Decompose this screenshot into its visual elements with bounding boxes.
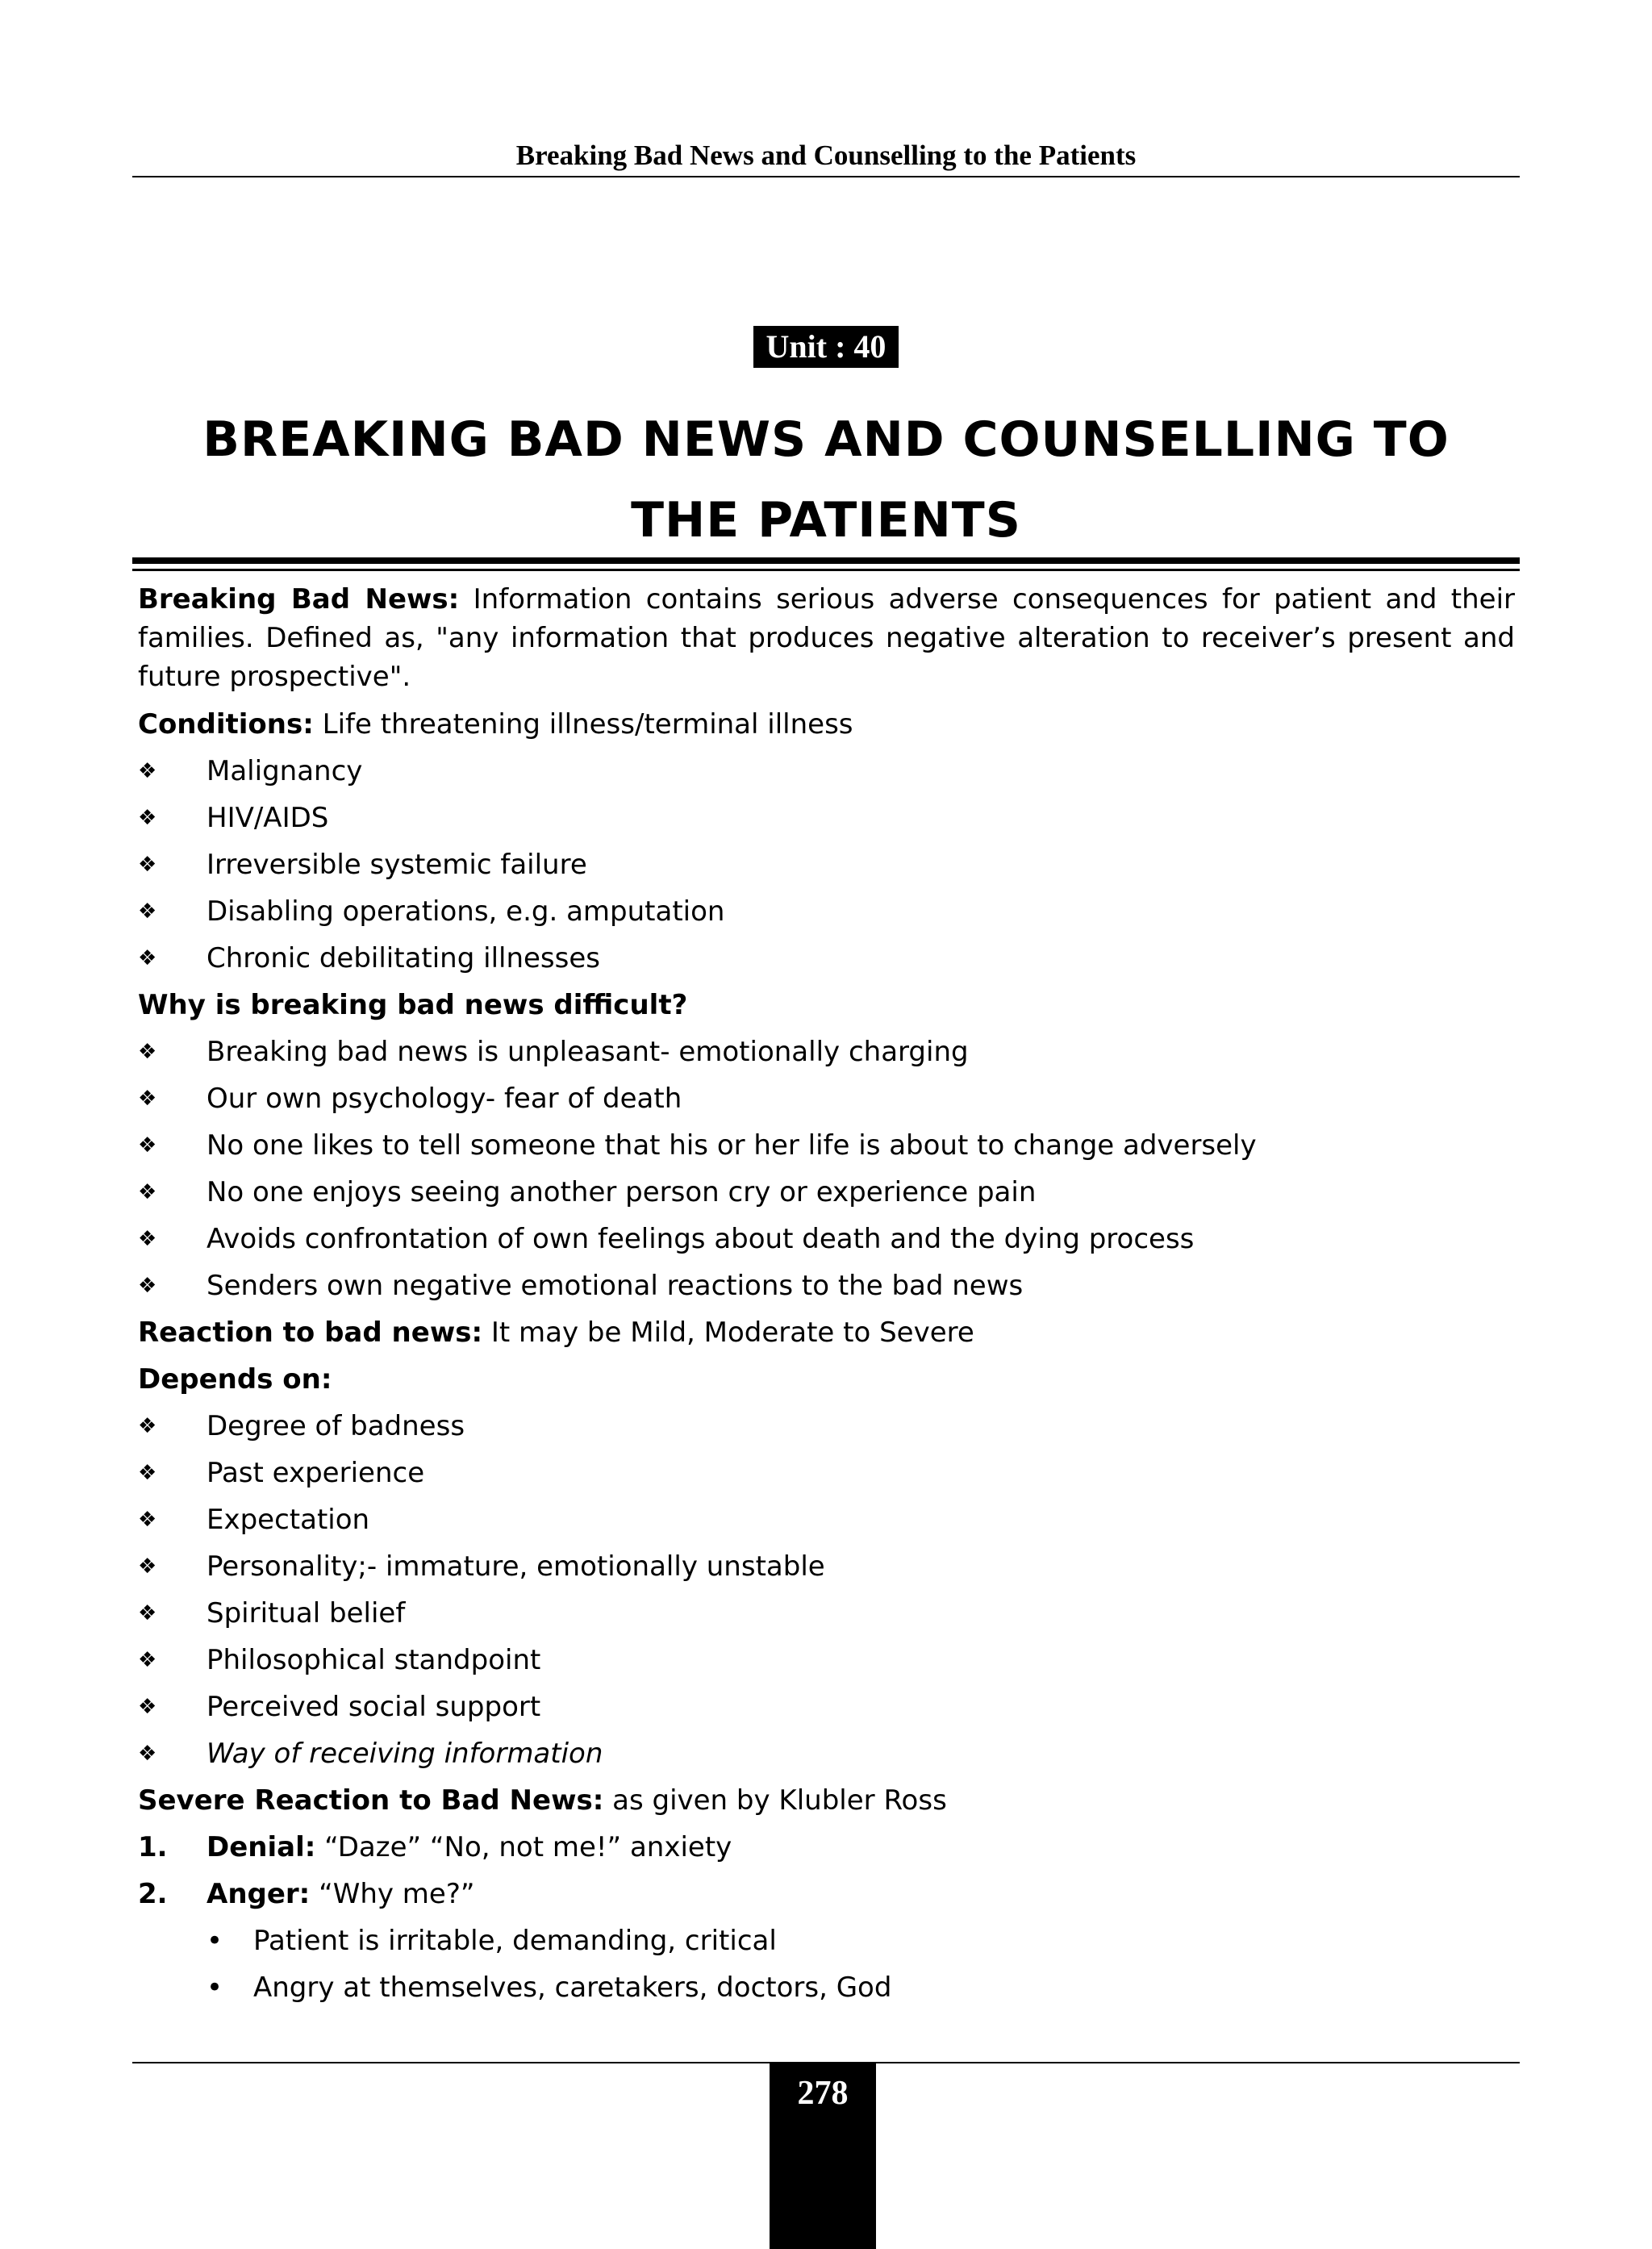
severe-heading: Severe Reaction to Bad News: <box>138 1784 604 1817</box>
unit-label-text: Unit : 40 <box>766 328 886 365</box>
diamond-bullet-icon: ❖ <box>138 1742 157 1766</box>
list-item-text: Degree of badness <box>206 1410 465 1442</box>
list-item <box>138 841 1515 888</box>
diamond-bullet-icon: ❖ <box>138 1133 157 1158</box>
diamond-bullet-icon: ❖ <box>138 1414 157 1438</box>
list-item-text: Disabling operations, e.g. amputation <box>206 895 725 928</box>
list-item-text: Personality;- immature, emotionally unstable <box>206 1550 825 1583</box>
list-item <box>138 1122 1515 1169</box>
list-item-text: Malignancy <box>206 755 363 787</box>
sub-list-item-text: Angry at themselves, caretakers, doctors, God <box>253 1972 892 2004</box>
conditions-text: Life threatening illness/terminal illness <box>313 708 853 741</box>
list-item <box>138 1029 1515 1075</box>
page-title-line-2: THE PATIENTS <box>631 492 1021 549</box>
difficulty-heading: Why is breaking bad news difficult? <box>138 989 688 1021</box>
list-item <box>138 935 1515 982</box>
running-header: Breaking Bad News and Counselling to the Patients <box>515 140 1137 171</box>
intro-term: Breaking Bad News: <box>138 583 460 615</box>
numbered-item <box>138 1871 1515 1917</box>
depends-heading: Depends on: <box>138 1363 332 1396</box>
list-item <box>138 1730 1515 1777</box>
list-item <box>138 1450 1515 1496</box>
severe-heading-line <box>138 1777 1515 1824</box>
list-item-text: Past experience <box>206 1457 425 1489</box>
diamond-bullet-icon: ❖ <box>138 946 157 970</box>
sub-list-item <box>138 1964 1515 2011</box>
stage-name: Denial: <box>206 1831 316 1863</box>
page-number: 278 <box>797 2075 849 2112</box>
list-item <box>138 888 1515 935</box>
list-item-text: Spiritual belief <box>206 1597 406 1629</box>
list-item <box>138 1543 1515 1590</box>
stage-text: “Daze” “No, not me!” anxiety <box>315 1831 732 1863</box>
list-item-text: Avoids confrontation of own feelings about death and the dying process <box>206 1223 1195 1255</box>
page-title-line-1: BREAKING BAD NEWS AND COUNSELLING TO <box>202 411 1450 468</box>
list-item-text: Chronic debilitating illnesses <box>206 942 600 974</box>
list-item-text: Irreversible systemic failure <box>206 849 587 881</box>
list-item-text <box>206 1730 603 1777</box>
list-item-text: Philosophical standpoint <box>206 1644 541 1676</box>
page-title <box>132 399 1520 561</box>
round-bullet-icon: • <box>206 1925 223 1957</box>
diamond-bullet-icon: ❖ <box>138 1508 157 1532</box>
list-item-text: Perceived social support <box>206 1691 541 1723</box>
diamond-bullet-icon: ❖ <box>138 1180 157 1204</box>
list-item <box>138 1216 1515 1262</box>
diamond-bullet-icon: ❖ <box>138 806 157 830</box>
conditions-heading: Conditions: <box>138 708 314 741</box>
title-rule-thick <box>132 557 1520 564</box>
page-number-box <box>770 2063 876 2249</box>
stage-name: Anger: <box>206 1878 311 1910</box>
list-item-text: No one enjoys seeing another person cry or experience pain <box>206 1176 1037 1208</box>
numbered-item <box>138 1824 1515 1871</box>
diamond-bullet-icon: ❖ <box>138 1274 157 1298</box>
unit-label <box>753 326 899 368</box>
list-item <box>138 748 1515 795</box>
list-item-text: No one likes to tell someone that his or her life is about to change adversely <box>206 1129 1257 1162</box>
body-content <box>138 580 1515 2011</box>
diamond-bullet-icon: ❖ <box>138 1601 157 1625</box>
title-rule-thin <box>132 569 1520 571</box>
list-item <box>138 1262 1515 1309</box>
diamond-bullet-icon: ❖ <box>138 1227 157 1251</box>
numbered-item-text <box>206 1871 475 1917</box>
list-item-text: Senders own negative emotional reactions to the bad news <box>206 1270 1024 1302</box>
sub-list-item-text: Patient is irritable, demanding, critical <box>253 1925 777 1957</box>
list-item <box>138 1637 1515 1684</box>
diamond-bullet-icon: ❖ <box>138 853 157 877</box>
diamond-bullet-icon: ❖ <box>138 1554 157 1579</box>
list-item-text: Breaking bad news is unpleasant- emotionally charging <box>206 1036 969 1068</box>
list-item <box>138 1169 1515 1216</box>
reaction-text: It may be Mild, Moderate to Severe <box>482 1316 974 1349</box>
list-item <box>138 1075 1515 1122</box>
diamond-bullet-icon: ❖ <box>138 1461 157 1485</box>
severe-text: as given by Klubler Ross <box>603 1784 947 1817</box>
round-bullet-icon: • <box>206 1972 223 2004</box>
conditions-heading-line <box>138 701 1515 748</box>
item-number: 2. <box>138 1878 168 1910</box>
list-item <box>138 1684 1515 1730</box>
sub-list-item <box>138 1917 1515 1964</box>
list-item <box>138 1590 1515 1637</box>
reaction-line <box>138 1309 1515 1356</box>
intro-text: Information contains serious adverse consequences for patient and their families. Defined as, "any information that produces negative alteration to receiver’s present and future prospective". <box>138 583 1516 693</box>
stage-text: “Why me?” <box>310 1878 475 1910</box>
list-item-text: HIV/AIDS <box>206 802 329 834</box>
list-item-text-part: Way <box>206 1738 274 1770</box>
list-item <box>138 795 1515 841</box>
diamond-bullet-icon: ❖ <box>138 759 157 783</box>
list-item-text: Expectation <box>206 1504 370 1536</box>
intro-paragraph <box>138 580 1515 696</box>
diamond-bullet-icon: ❖ <box>138 1648 157 1672</box>
list-item <box>138 1496 1515 1543</box>
numbered-item-text <box>206 1824 732 1871</box>
header-rule <box>132 176 1520 177</box>
diamond-bullet-icon: ❖ <box>138 1040 157 1064</box>
diamond-bullet-icon: ❖ <box>138 1087 157 1111</box>
list-item-text: Our own psychology- fear of death <box>206 1083 682 1115</box>
diamond-bullet-icon: ❖ <box>138 1695 157 1719</box>
diamond-bullet-icon: ❖ <box>138 899 157 924</box>
list-item-text-part: of receiving information <box>273 1738 603 1770</box>
item-number: 1. <box>138 1831 168 1863</box>
reaction-heading: Reaction to bad news: <box>138 1316 483 1349</box>
list-item <box>138 1403 1515 1450</box>
